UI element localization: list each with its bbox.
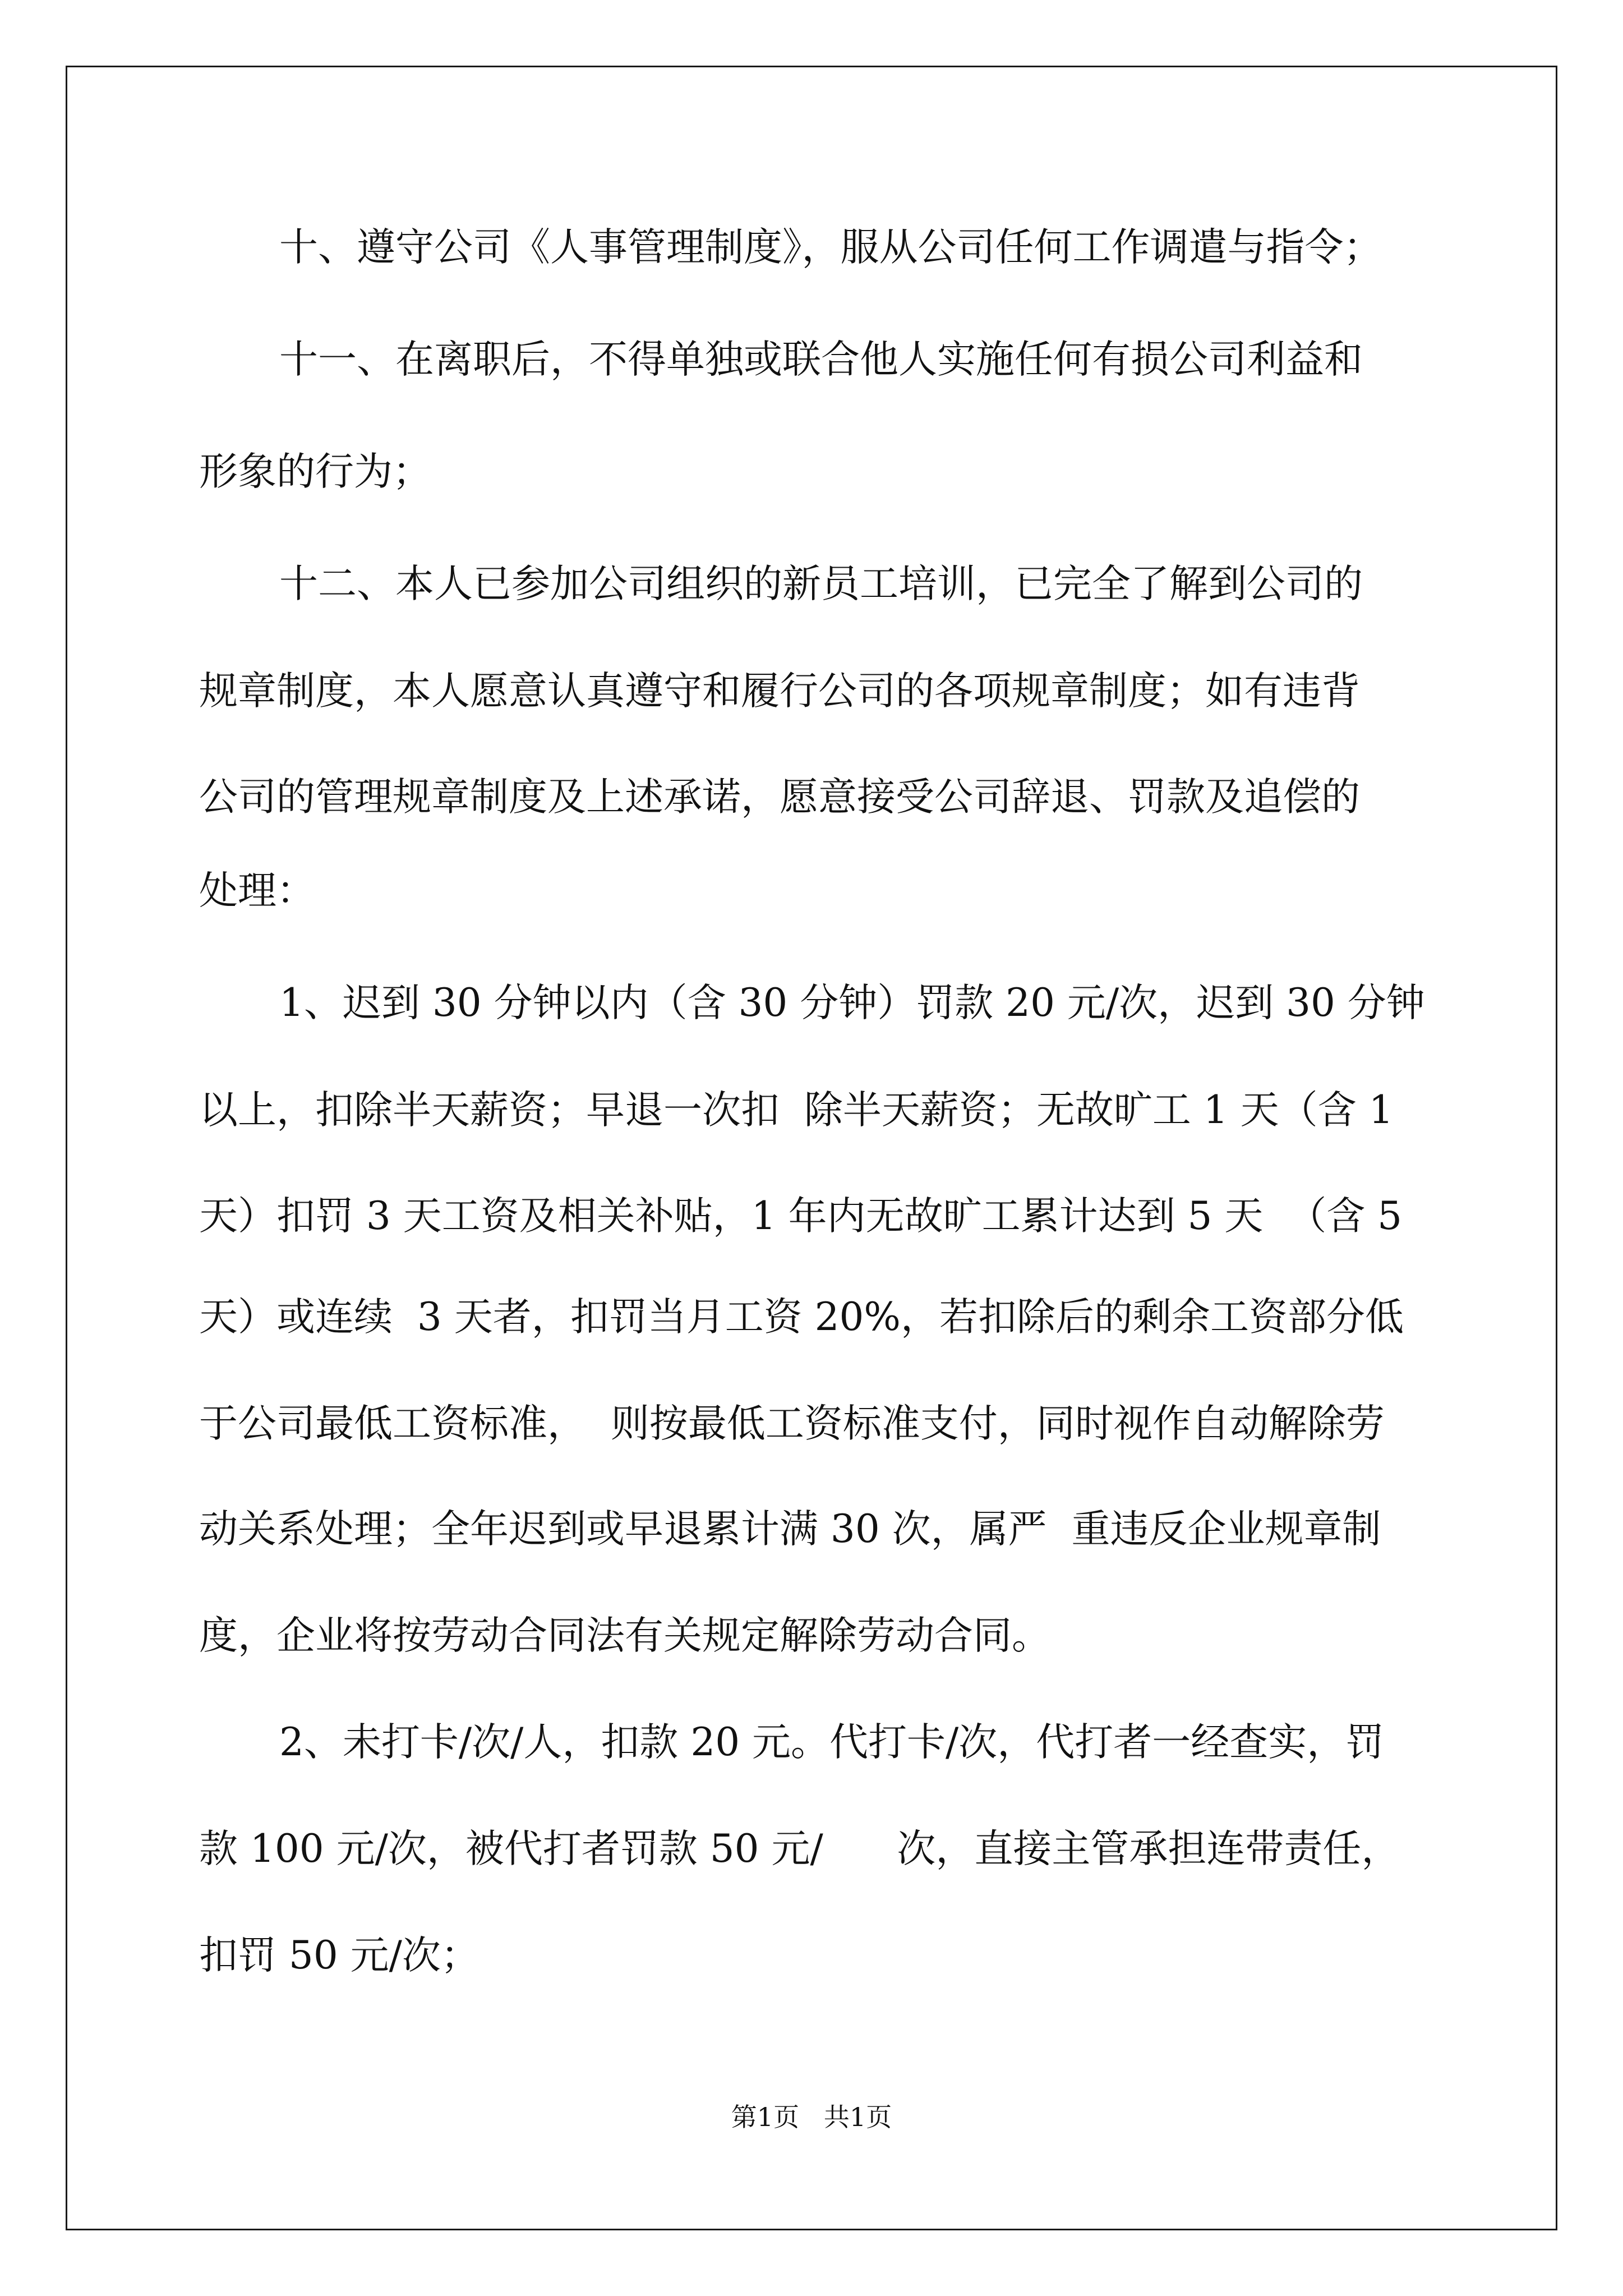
text-line: 规章制度，本人愿意认真遵守和履行公司的各项规章制度；如有违背 (199, 669, 1360, 714)
text-line: 以上，扣除半天薪资；早退一次扣 除半天薪资；无故旷工 1 天（含 1 (199, 1088, 1394, 1133)
text-line: 扣罚 50 元/次； (199, 1933, 479, 1978)
page-border (66, 66, 1557, 2230)
text-line: 天）扣罚 3 天工资及相关补贴，1 年内无故旷工累计达到 5 天 （含 5 (199, 1194, 1403, 1239)
text-line: 公司的管理规章制度及上述承诺，愿意接受公司辞退、罚款及追偿的 (199, 775, 1360, 820)
text-line: 天）或连续 3 天者，扣罚当月工资 20%，若扣除后的剩余工资部分低 (199, 1295, 1404, 1340)
text-line: 处理： (199, 868, 315, 913)
text-line: 度，企业将按劳动合同法有关规定解除劳动合同。 (199, 1613, 1050, 1658)
text-line: 十一、在离职后，不得单独或联合他人实施任何有损公司利益和 (279, 337, 1363, 382)
text-line: 动关系处理；全年迟到或早退累计满 30 次，属严 重违反企业规章制 (199, 1507, 1381, 1552)
text-line: 十、遵守公司《人事管理制度》，服从公司任何工作调遣与指令； (279, 225, 1382, 270)
text-line: 于公司最低工资标准， 则按最低工资标准支付，同时视作自动解除劳 (199, 1401, 1385, 1446)
text-line: 2、未打卡/次/人，扣款 20 元。代打卡/次，代打者一经查实，罚 (279, 1720, 1385, 1765)
text-line: 形象的行为； (199, 449, 431, 494)
text-line: 款 100 元/次，被代打者罚款 50 元/ 次，直接主管承担连带责任， (199, 1826, 1400, 1871)
text-line: 1、迟到 30 分钟以内（含 30 分钟）罚款 20 元/次，迟到 30 分钟 (279, 981, 1425, 1025)
text-line: 十二、本人已参加公司组织的新员工培训，已完全了解到公司的 (279, 562, 1363, 606)
page-number: 第1页 共1页 (731, 2102, 892, 2132)
